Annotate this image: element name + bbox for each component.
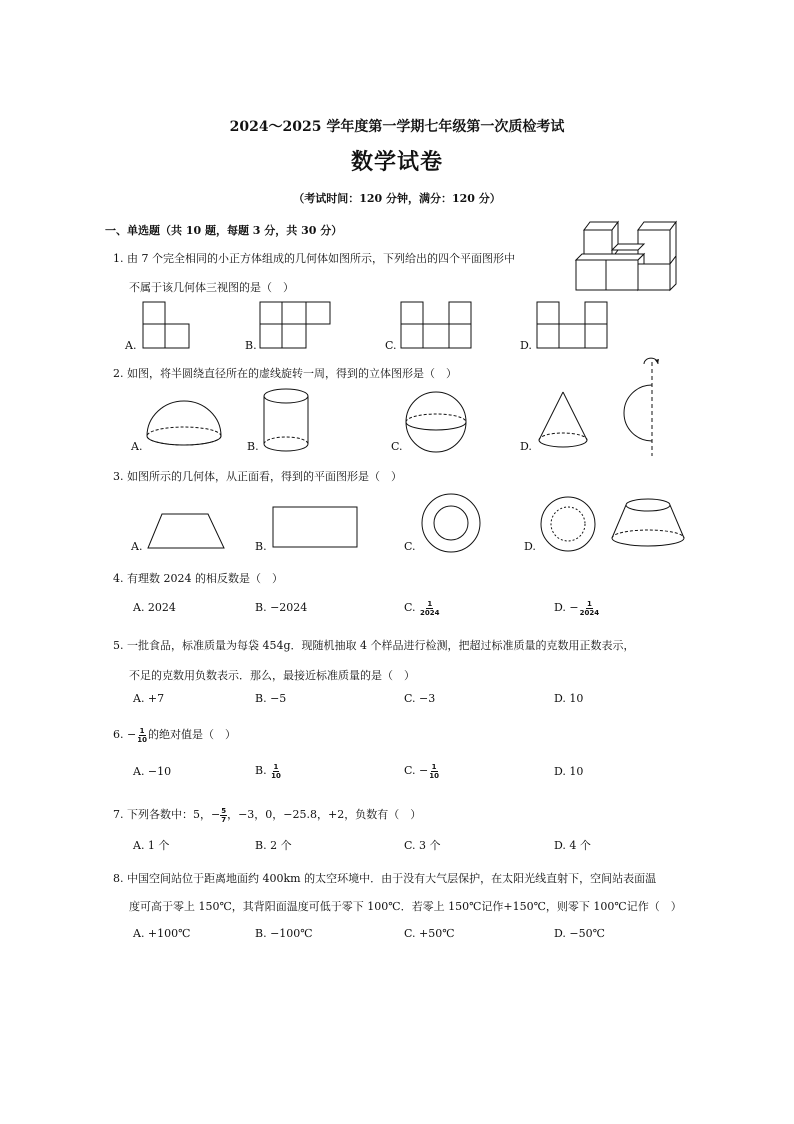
q4-stem: 4. 有理数 2024 的相反数是（ ） [113,572,283,585]
q8-option-c: C. +50℃ [404,927,455,940]
q5-stem-line1: 5. 一批食品，标准质量为每袋 454g．现随机抽取 4 个样品进行检测，把超过标准质量的克数用正数表示， [113,639,635,652]
q4-option-c-fraction [419,600,440,617]
q1-option-d-figure [537,302,609,350]
exam-title: 2024～2025 学年度第一学期七年级第一次质检考试 [229,119,565,135]
section-heading: 一、单选题（共 10 题，每题 3 分，共 30 分） [105,224,343,237]
q7-option-c: C. 3 个 [404,839,441,852]
q5-option-d: D. 10 [554,692,584,705]
q6-option-d: D. 10 [554,765,584,778]
q8-option-d: D. −50℃ [554,927,605,940]
fraction-numerator: 1 [427,599,433,608]
q1-stem-line2: 不属于该几何体三视图的是（ ） [129,281,294,294]
fraction-denominator: 10 [137,735,147,744]
q2-option-d-cone [536,390,592,454]
q2-option-a-label: A. [131,440,143,453]
q5-option-a: A. +7 [133,692,165,705]
fraction-numerator: 5 [221,806,227,815]
q1-option-b-label: B. [245,339,257,352]
q1-option-a-label: A. [125,339,137,352]
subject-title: 数学试卷 [350,149,443,175]
q4-option-a: A. 2024 [133,601,176,614]
q2-option-c-label: C. [391,440,403,453]
q8-option-a: A. +100℃ [133,927,191,940]
q3-option-a-trapezoid [146,512,226,552]
q1-option-c-figure [401,302,473,350]
q1-option-a-figure [143,302,191,350]
q6-option-a: A. −10 [133,765,172,778]
q6-option-b-fraction [270,763,282,780]
q8-stem-line1: 8. 中国空间站位于距离地面约 400km 的太空环境中．由于没有大气层保护，在太阳光线直射下，空间站表面温 [113,872,657,885]
fraction-numerator: 1 [139,726,145,735]
q6-stem [113,724,236,746]
fraction-denominator: 10 [429,771,439,780]
exam-info: （考试时间：120 分钟，满分：120 分） [293,192,501,205]
q3-option-d-label: D. [524,540,536,553]
q3-option-a-label: A. [131,540,143,553]
fraction-numerator: 1 [586,599,592,608]
q7-stem-suffix: ，−3，0，−25.8，+2，负数有（ ） [227,808,422,821]
q5-option-c: C. −3 [404,692,436,705]
fraction-denominator: 2024 [579,608,600,617]
q5-stem-line2: 不足的克数用负数表示．那么，最接近标准质量的是（ ） [129,669,415,682]
q1-option-c-label: C. [385,339,397,352]
q1-option-d-label: D. [520,339,532,352]
q4-option-c-prefix: C. [404,601,416,614]
q2-option-d-label: D. [520,440,532,453]
q2-stem: 2. 如图，将半圆绕直径所在的虚线旋转一周，得到的立体图形是（ ） [113,367,457,380]
q1-cube-figure [572,214,682,294]
q6-option-c [404,760,440,782]
fraction-numerator: 1 [273,762,279,771]
q4-option-b: B. −2024 [255,601,308,614]
q6-option-c-fraction [428,763,440,780]
q4-option-c [404,597,441,619]
fraction-denominator: 7 [221,815,227,824]
fraction-denominator: 10 [271,771,281,780]
q4-option-d [554,597,600,619]
q7-stem [113,804,421,826]
q1-stem-line1: 1. 由 7 个完全相同的小正方体组成的几何体如图所示，下列给出的四个平面图形中 [113,252,515,265]
q4-option-d-fraction [579,600,600,617]
q2-option-a-hemisphere [146,400,222,450]
fraction-numerator: 1 [431,762,437,771]
q3-stem: 3. 如图所示的几何体，从正面看，得到的平面图形是（ ） [113,470,402,483]
q6-stem-prefix: 6. − [113,728,137,741]
q8-stem-line2: 度可高于零上 150℃，其背阳面温度可低于零下 100℃．若零上 150℃记作+150℃，则零下 100℃记作（ ） [129,900,682,913]
q2-option-c-sphere [405,390,467,454]
q2-option-b-label: B. [247,440,259,453]
q6-stem-suffix: 的绝对值是（ ） [147,728,236,741]
q6-option-b [255,760,282,782]
q3-option-b-rectangle [273,507,359,549]
q6-stem-fraction [136,727,148,744]
q7-stem-prefix: 7. 下列各数中：5，− [113,808,221,821]
q2-option-b-cylinder [262,388,310,454]
q3-option-c-rings [420,492,482,554]
q7-option-b: B. 2 个 [255,839,292,852]
q7-option-d: D. 4 个 [554,839,591,852]
fraction-denominator: 2024 [420,608,440,617]
q2-semicircle-figure [620,352,660,456]
q6-option-c-prefix: C. − [404,764,429,777]
q1-option-b-figure [260,302,332,350]
q3-frustum-figure [610,496,686,554]
q3-option-b-label: B. [255,540,267,553]
q4-option-d-prefix: D. − [554,601,579,614]
q8-option-b: B. −100℃ [255,927,313,940]
q7-option-a: A. 1 个 [133,839,170,852]
q3-option-d-rings [540,496,596,552]
q6-option-b-prefix: B. [255,764,267,777]
q3-option-c-label: C. [404,540,416,553]
q5-option-b: B. −5 [255,692,287,705]
